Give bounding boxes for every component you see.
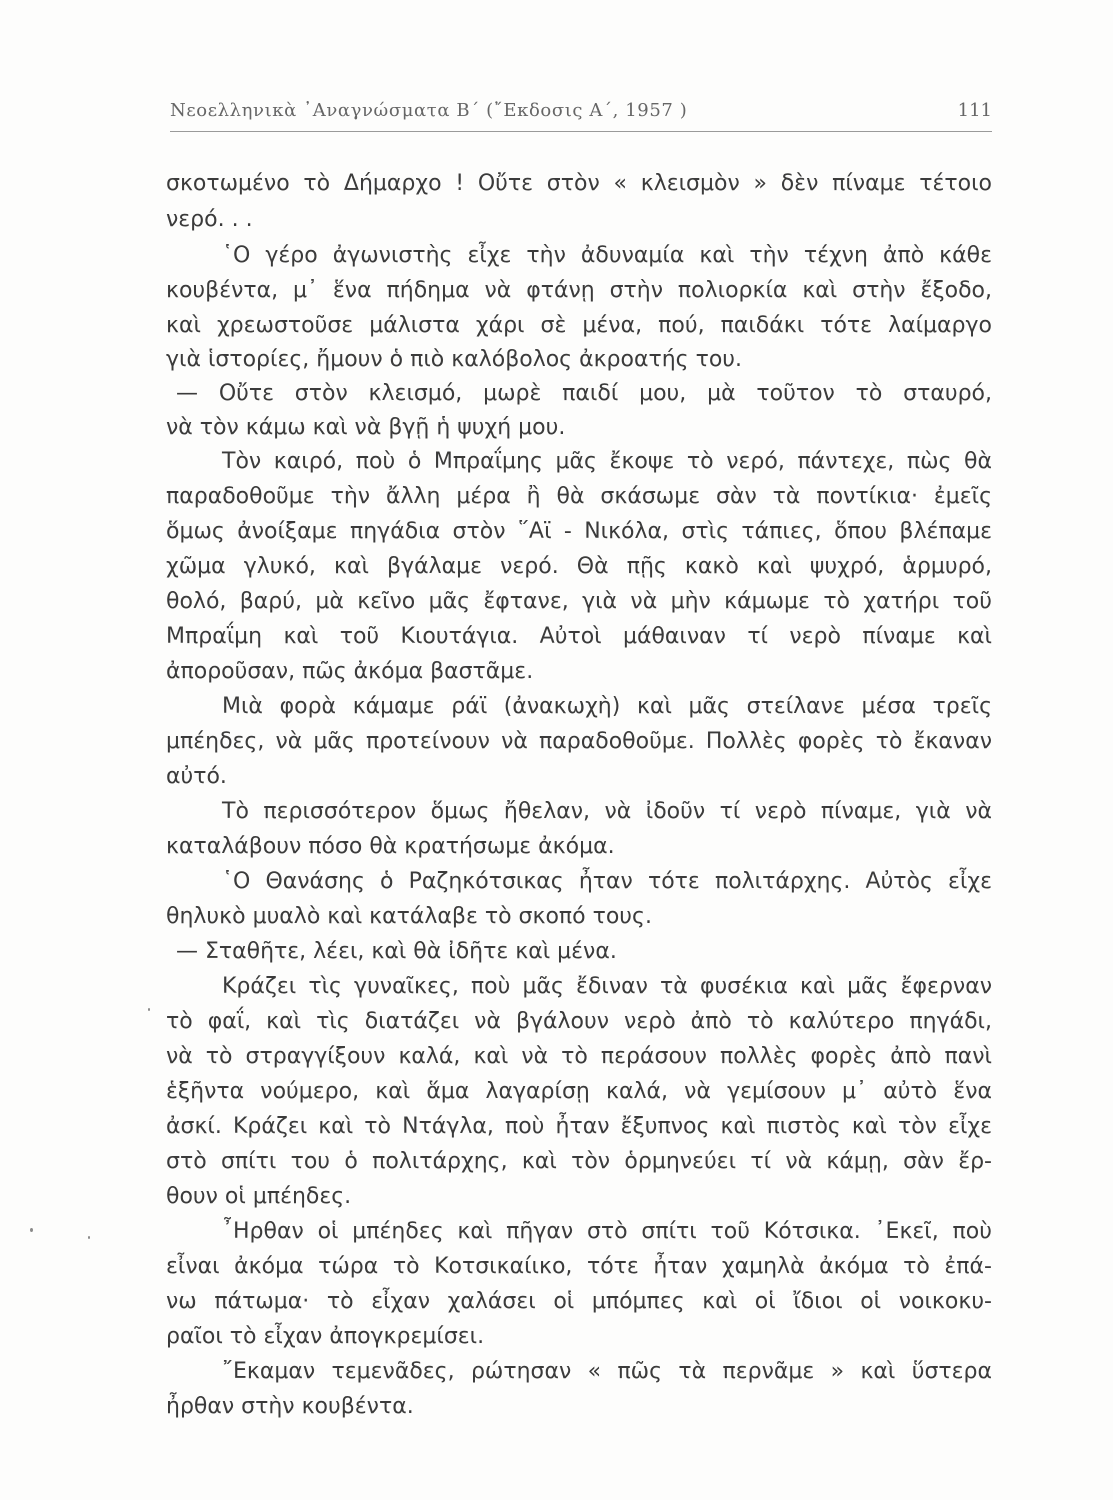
text-line: καταλάβουν πόσο θὰ κρατήσωμε ἀκόμα. xyxy=(166,834,615,859)
text-line: νερό. . . xyxy=(166,207,253,232)
text-line: ἀποροῦσαν, πῶς ἀκόμα βαστᾶμε. xyxy=(166,659,534,684)
text-line: παραδοθοῦμε τὴν ἄλλη μέρα ἢ θὰ σκάσωμε σὰν τὰ ποντίκια· ἐμεῖς xyxy=(166,484,992,509)
text-line: σκοτωμένο τὸ Δήμαρχο ! Οὔτε στὸν « κλεισμὸν » δὲν πίναμε τέτοιο xyxy=(166,171,992,196)
text-line: ῏Ηρθαν οἱ μπέηδες καὶ πῆγαν στὸ σπίτι τοῦ Κότσικα. ᾿Εκεῖ, ποὺ xyxy=(222,1219,992,1244)
page-number: 111 xyxy=(957,100,992,121)
running-header-title: Νεοελληνικὰ ᾿Αναγνώσματα Β΄ (῎Εκδοσις Α΄, 1957 ) xyxy=(170,100,688,121)
text-line: θολό, βαρύ, μὰ κεῖνο μᾶς ἔφτανε, γιὰ νὰ μὴν κάμωμε τὸ χατήρι τοῦ xyxy=(166,589,992,614)
text-line: αὐτό. xyxy=(166,764,227,789)
text-line: καὶ χρεωστοῦσε μάλιστα χάρι σὲ μένα, πού, παιδάκι τότε λαίμαργο xyxy=(166,313,992,338)
text-line: θηλυκὸ μυαλὸ καὶ κατάλαβε τὸ σκοπό τους. xyxy=(166,904,652,929)
text-line: ῾Ο γέρο ἀγωνιστὴς εἶχε τὴν ἀδυναμία καὶ τὴν τέχνη ἀπὸ κάθε xyxy=(222,243,992,268)
text-line: Κράζει τὶς γυναῖκες, ποὺ μᾶς ἔδιναν τὰ φυσέκια καὶ μᾶς ἔφερναν xyxy=(222,974,992,999)
text-line: θουν οἱ μπέηδες. xyxy=(166,1184,352,1209)
scan-speck xyxy=(88,1236,90,1239)
text-line: ραῖοι τὸ εἶχαν ἀπογκρεμίσει. xyxy=(166,1324,485,1349)
scan-speck xyxy=(148,1008,150,1011)
text-line: — Σταθῆτε, λέει, καὶ θὰ ἰδῆτε καὶ μένα. xyxy=(176,939,617,964)
text-line: ἑξῆντα νούμερο, καὶ ἅμα λαγαρίσῃ καλά, νὰ γεμίσουν μ᾿ αὐτὸ ἕνα xyxy=(166,1079,992,1104)
text-line: μπέηδες, νὰ μᾶς προτείνουν νὰ παραδοθοῦμε. Πολλὲς φορὲς τὸ ἔκαναν xyxy=(166,729,992,754)
scan-speck xyxy=(30,1228,33,1232)
text-line: νὰ τὸν κάμω καὶ νὰ βγῇ ἡ ψυχή μου. xyxy=(166,415,566,440)
text-line: κουβέντα, μ᾿ ἕνα πήδημα νὰ φτάνῃ στὴν πολιορκία καὶ στὴν ἔξοδο, xyxy=(166,278,992,303)
text-line: Τὸν καιρό, ποὺ ὁ Μπραΐμης μᾶς ἔκοψε τὸ νερό, πάντεχε, πὼς θὰ xyxy=(222,449,992,474)
text-line: ἀσκί. Κράζει καὶ τὸ Ντάγλα, ποὺ ἦταν ἔξυπνος καὶ πιστὸς καὶ τὸν εἶχε xyxy=(166,1114,992,1139)
text-line: Τὸ περισσότερον ὅμως ἤθελαν, νὰ ἰδοῦν τί νερὸ πίναμε, γιὰ νὰ xyxy=(222,799,992,824)
text-line: Μπραΐμη καὶ τοῦ Κιουτάγια. Αὐτοὶ μάθαιναν τί νερὸ πίναμε καὶ xyxy=(166,624,992,649)
text-line: στὸ σπίτι του ὁ πολιτάρχης, καὶ τὸν ὁρμηνεύει τί νὰ κάμῃ, σὰν ἔρ- xyxy=(166,1149,992,1174)
text-line: νὰ τὸ στραγγίξουν καλά, καὶ νὰ τὸ περάσουν πολλὲς φορὲς ἀπὸ πανὶ xyxy=(166,1044,992,1069)
text-line: τὸ φαΐ, καὶ τὶς διατάζει νὰ βγάλουν νερὸ ἀπὸ τὸ καλύτερο πηγάδι, xyxy=(166,1009,992,1034)
text-line: εἶναι ἀκόμα τώρα τὸ Κοτσικαίικο, τότε ἦταν χαμηλὰ ἀκόμα τὸ ἐπά- xyxy=(166,1254,992,1279)
text-line: ῾Ο Θανάσης ὁ Ραζηκότσικας ἦταν τότε πολιτάρχης. Αὐτὸς εἶχε xyxy=(222,869,992,894)
text-line: — Οὔτε στὸν κλεισμό, μωρὲ παιδί μου, μὰ τοῦτον τὸ σταυρό, xyxy=(176,381,992,406)
text-line: νω πάτωμα· τὸ εἶχαν χαλάσει οἱ μπόμπες καὶ οἱ ἴδιοι οἱ νοικοκυ- xyxy=(166,1289,992,1314)
text-line: χῶμα γλυκό, καὶ βγάλαμε νερό. Θὰ πῇς κακὸ καὶ ψυχρό, ἁρμυρό, xyxy=(166,554,992,579)
text-line: Μιὰ φορὰ κάμαμε ράϊ (ἀνακωχὴ) καὶ μᾶς στείλανε μέσα τρεῖς xyxy=(222,694,992,719)
text-line: ῎Εκαμαν τεμενᾶδες, ρώτησαν « πῶς τὰ περνᾶμε » καὶ ὕστερα xyxy=(222,1359,992,1384)
text-line: γιὰ ἱστορίες, ἤμουν ὁ πιὸ καλόβολος ἀκροατής του. xyxy=(166,347,743,372)
text-line: ἦρθαν στὴν κουβέντα. xyxy=(166,1394,414,1419)
text-line: ὅμως ἀνοίξαμε πηγάδια στὸν ῞Αϊ - Νικόλα, στὶς τάπιες, ὅπου βλέπαμε xyxy=(166,519,992,544)
